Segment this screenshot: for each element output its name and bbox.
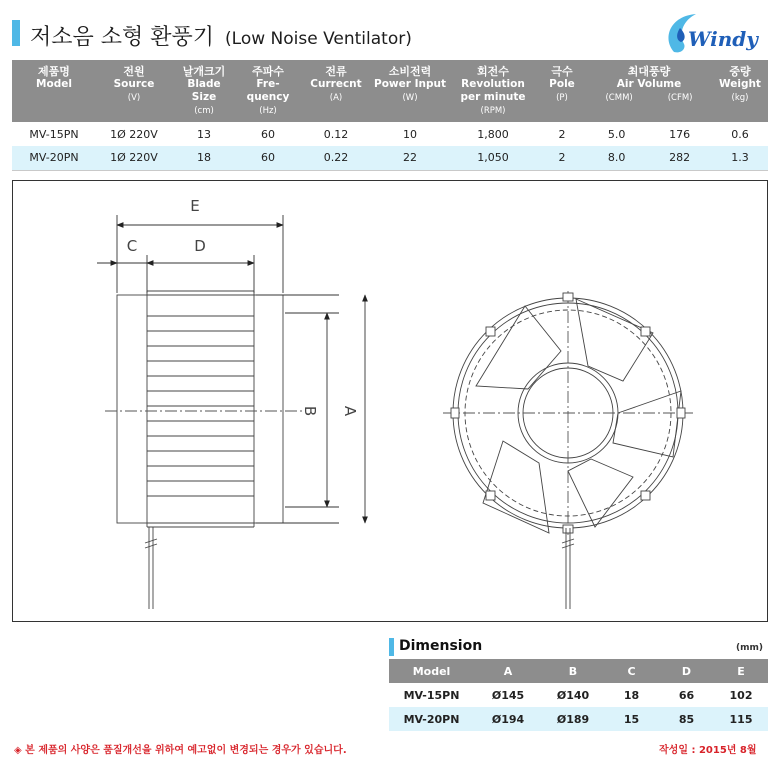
spec-change-notice: ◈ 본 제품의 사양은 품질개선을 위하여 예고없이 변경되는 경우가 있습니다. [14, 745, 347, 756]
col-frequency: 주파수 Fre- quency (Hz) [236, 60, 300, 122]
col-blade-size: 날개크기 Blade Size (cm) [172, 60, 236, 122]
dim-cell: Ø194 [474, 707, 542, 731]
dim-cell: 85 [659, 707, 714, 731]
dimension-table [389, 659, 768, 731]
cell-model: MV-15PN [12, 122, 96, 146]
dim-cell: 18 [604, 683, 659, 707]
cell-weight: 1.3 [712, 146, 768, 170]
cell-cfm: 176 [669, 127, 691, 141]
dim-col-model: Model [389, 659, 474, 683]
cell-air-volume [586, 122, 712, 146]
dimension-labels [127, 197, 359, 417]
col-source: 전원 Source (V) [96, 60, 172, 122]
technical-drawing [12, 180, 768, 622]
cell-freq: 60 [236, 122, 300, 146]
cell-power: 10 [372, 122, 448, 146]
title-korean: 저소음 소형 환풍기 [30, 25, 215, 50]
cell-rpm: 1,050 [448, 146, 538, 170]
dim-cell: Ø140 [542, 683, 604, 707]
cell-rpm: 1,800 [448, 122, 538, 146]
col-model: 제품명 Model [12, 60, 96, 122]
cell-blade: 18 [172, 146, 236, 170]
cell-source: 1Ø 220V [96, 146, 172, 170]
label-a: A [341, 405, 359, 417]
dim-cell: 66 [659, 683, 714, 707]
spec-row-mv20pn [12, 146, 768, 170]
cell-current: 0.12 [300, 122, 372, 146]
cell-blade: 13 [172, 122, 236, 146]
title-accent-bar [12, 20, 20, 46]
label-c: C [126, 237, 138, 255]
dimension-row-mv20pn [389, 707, 768, 731]
dim-cell: 115 [714, 707, 768, 731]
spec-row-mv15pn [12, 122, 768, 146]
dim-cell: Ø145 [474, 683, 542, 707]
cell-air-volume [586, 146, 712, 170]
windy-logo [660, 8, 772, 60]
cell-model: MV-20PN [12, 146, 96, 170]
dim-col-c: C [604, 659, 659, 683]
cell-cmm: 5.0 [607, 127, 626, 141]
col-pole: 극수 Pole (P) [538, 60, 586, 122]
col-current: 전류 Currecnt (A) [300, 60, 372, 122]
dimension-title: Dimension [399, 638, 483, 654]
dim-cell: MV-20PN [389, 707, 474, 731]
dim-col-a: A [474, 659, 542, 683]
label-e: E [190, 197, 200, 215]
dim-col-d: D [659, 659, 714, 683]
cell-freq: 60 [236, 146, 300, 170]
dim-col-e: E [714, 659, 768, 683]
dim-cell: MV-15PN [389, 683, 474, 707]
front-view [443, 291, 693, 609]
side-body-outline [117, 295, 283, 523]
logo-brand-text: Windy [688, 27, 758, 51]
cell-weight: 0.6 [712, 122, 768, 146]
cell-pole: 2 [538, 146, 586, 170]
cell-pole: 2 [538, 122, 586, 146]
cell-current: 0.22 [300, 146, 372, 170]
dimension-accent-bar [389, 638, 394, 656]
title-english: (Low Noise Ventilator) [225, 29, 412, 49]
page-title [30, 20, 412, 51]
spec-table [12, 60, 768, 171]
spec-header-row [12, 60, 768, 122]
dimension-row-mv15pn [389, 683, 768, 707]
col-power-input: 소비전력 Power Input (W) [372, 60, 448, 122]
cell-source: 1Ø 220V [96, 122, 172, 146]
side-housing [147, 295, 254, 523]
side-dimensions [97, 215, 365, 523]
col-air-volume: 최대풍량 Air Volume (CMM) (CFM) [586, 60, 712, 122]
label-b: B [301, 405, 319, 417]
col-rpm: 회전수 Revolution per minute (RPM) [448, 60, 538, 122]
side-view [105, 291, 303, 609]
dim-col-b: B [542, 659, 604, 683]
label-d: D [194, 237, 206, 255]
dim-cell: Ø189 [542, 707, 604, 731]
dim-cell: 102 [714, 683, 768, 707]
cell-cmm: 8.0 [607, 151, 626, 165]
cell-power: 22 [372, 146, 448, 170]
dimension-unit: (mm) [736, 643, 763, 653]
cell-cfm: 282 [669, 151, 691, 165]
col-weight: 중량 Weight (kg) [712, 60, 768, 122]
dim-cell: 15 [604, 707, 659, 731]
written-date: 작성일 : 2015년 8월 [659, 745, 757, 756]
dimension-header-row [389, 659, 768, 683]
